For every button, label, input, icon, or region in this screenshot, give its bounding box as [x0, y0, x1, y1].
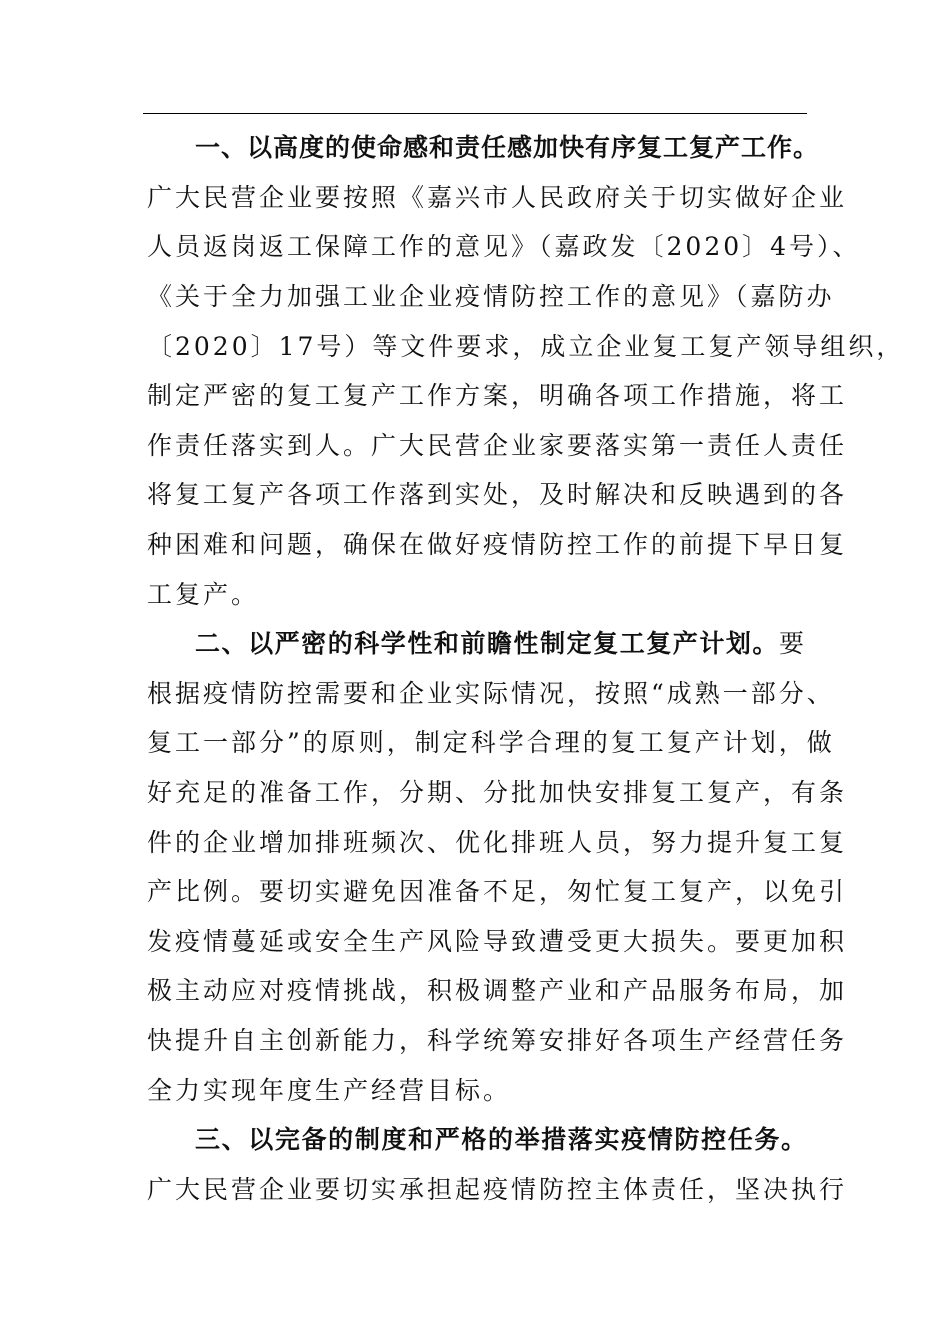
body-line: 《关于全力加强工业企业疫情防控工作的意见》（嘉防办: [147, 282, 835, 311]
section-heading-3: 三、以完备的制度和严格的举措落实疫情防控任务。: [195, 1125, 807, 1154]
body-line: 快提升自主创新能力，科学统筹安排好各项生产经营任务: [147, 1026, 848, 1055]
body-line: 制定严密的复工复产工作方案，明确各项工作措施，将工: [147, 381, 848, 410]
body-line: 极主动应对疫情挑战，积极调整产业和产品服务布局，加: [147, 976, 848, 1005]
body-line: 根据疫情防控需要和企业实际情况，按照“成熟一部分、: [147, 679, 835, 708]
header-rule: [143, 113, 807, 114]
body-line: 产比例。要切实避免因准备不足，匆忙复工复产，以免引: [147, 877, 848, 906]
body-line: 全力实现年度生产经营目标。: [147, 1076, 512, 1105]
section-heading-2-text: 二、以严密的科学性和前瞻性制定复工复产计划。: [195, 629, 779, 658]
body-line: 广大民营企业要切实承担起疫情防控主体责任，坚决执行: [147, 1175, 848, 1204]
body-line: 作责任落实到人。广大民营企业家要落实第一责任人责任: [147, 431, 848, 460]
section-heading-2-tail: 要: [778, 629, 807, 658]
body-line: 工复产。: [147, 580, 260, 609]
body-line: 复工一部分”的原则，制定科学合理的复工复产计划，做: [147, 728, 835, 757]
body-line: 〔2020〕17号）等文件要求，成立企业复工复产领导组织，: [147, 332, 905, 361]
body-line: 件的企业增加排班频次、优化排班人员，努力提升复工复: [147, 828, 848, 857]
body-line: 人员返岗返工保障工作的意见》（嘉政发〔2020〕4号）、: [147, 232, 861, 261]
section-heading-2: [195, 619, 807, 669]
body-line: 将复工复产各项工作落到实处，及时解决和反映遇到的各: [147, 480, 848, 509]
body-line: 发疫情蔓延或安全生产风险导致遭受更大损失。要更加积: [147, 927, 848, 956]
body-line: 好充足的准备工作，分期、分批加快安排复工复产，有条: [147, 778, 848, 807]
body-line: 广大民营企业要按照《嘉兴市人民政府关于切实做好企业: [147, 183, 848, 212]
body-line: 种困难和问题，确保在做好疫情防控工作的前提下早日复: [147, 530, 848, 559]
section-heading-1: 一、以高度的使命感和责任感加快有序复工复产工作。: [195, 133, 820, 162]
